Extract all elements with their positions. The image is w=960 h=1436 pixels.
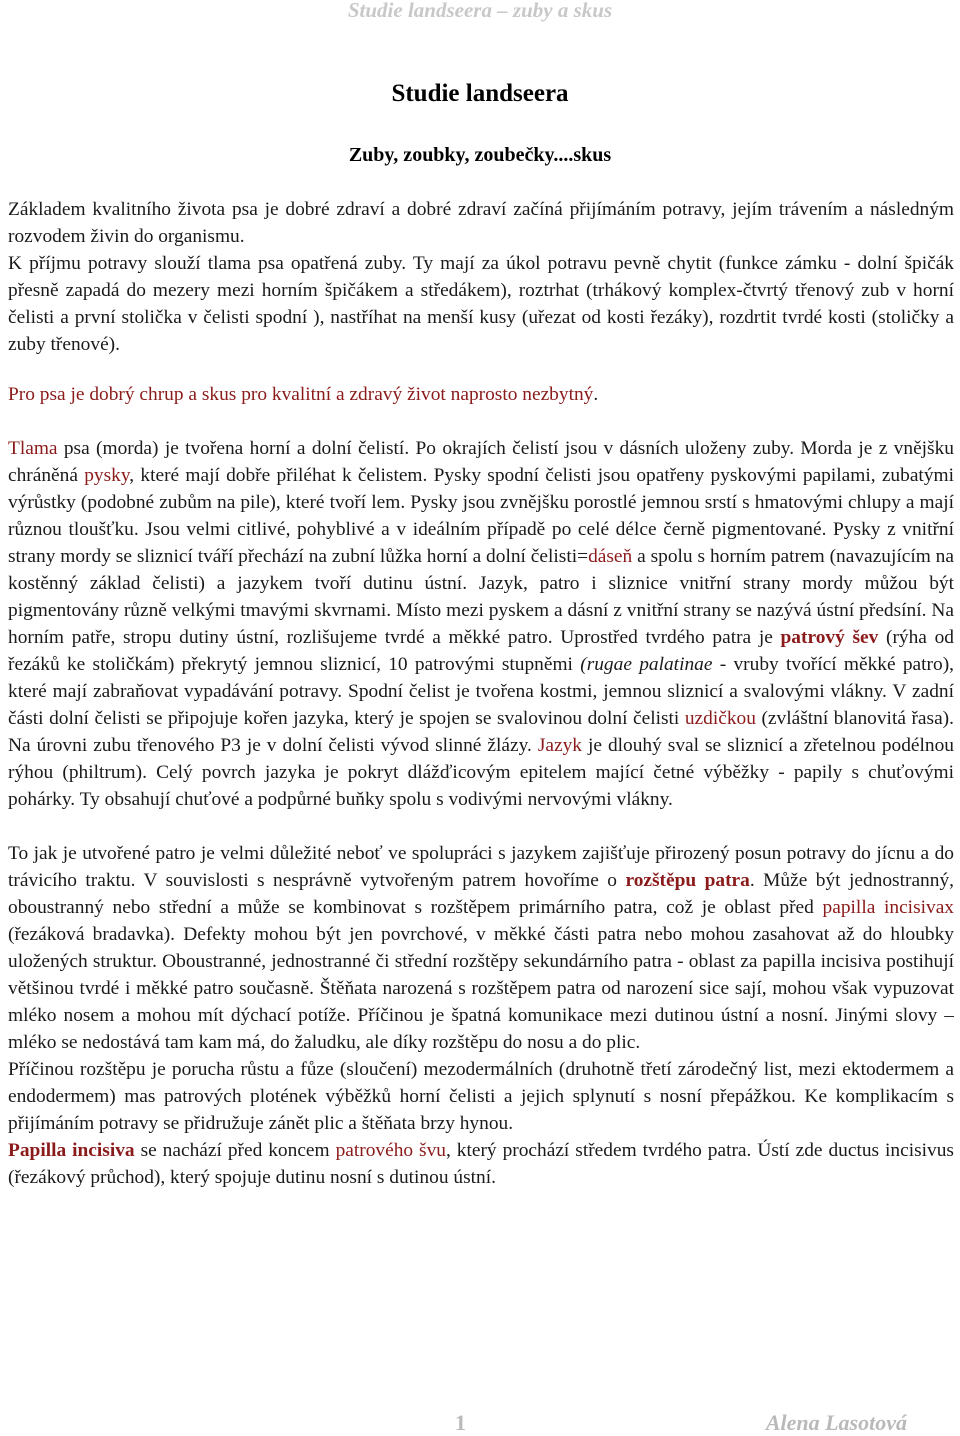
paragraph-text: (rýha od řezáků ke stoličkám) překrytý jemnou sliznicí, 10 patrovými stupněmi (8, 627, 954, 675)
paragraph-teeth-functions (8, 250, 954, 358)
paragraph-emphasis (8, 381, 954, 408)
highlighted-statement: Pro psa je dobrý chrup a skus pro kvalitní a zdravý život naprosto nezbytný (8, 384, 594, 405)
page-number: 1 (455, 1410, 466, 1435)
term-dasen: dáseň (588, 546, 633, 567)
term-rozstep-patra: rozštěpu patra (625, 870, 750, 891)
term-jazyk: Jazyk (537, 735, 582, 756)
document-title: Studie landseera (391, 80, 569, 107)
term-uzdicka: uzdičkou (684, 708, 756, 729)
paragraph-intro (8, 196, 954, 250)
paragraph-text: . Může být jednostranný, oboustranný nebo střední a může se kombinovat s rozštěpem primárního patra, což je oblast před (8, 870, 954, 918)
term-patroveho-svu: patrového švu (335, 1140, 446, 1161)
document-subtitle: Zuby, zoubky, zoubečky....skus (348, 144, 612, 166)
term-pysky: pysky (84, 465, 130, 486)
paragraph-text: se nachází před koncem (134, 1140, 336, 1161)
document-body (8, 196, 954, 1191)
paragraph-mouth-anatomy (8, 435, 954, 813)
paragraph-text: a spolu s horním patrem (navazujícím na kostěnný základ čelisti) a jazykem tvoří dutinu ústní. Jazyk, patro i sliznice vnitřní strany mordy můžou být pigmentovány různě velkými tmavými skvrnami. Místo mezi pyskem a dásní z vnitřní strany se nazývá ústní předsíní. Na horním patře, stropu dutiny ústní, rozlišujeme tvrdé a měkké patro. Uprostřed tvrdého patra je (8, 546, 954, 648)
paragraph-text: Základem kvalitního života psa je dobré zdraví a dobré zdraví začíná přijímáním potravy, jejím trávením a následným rozvodem živin do organismu. (8, 199, 954, 247)
paragraph-text: To jak je utvořené patro je velmi důležité neboť ve spolupráci s jazykem zajišťuje přirozený posun potravy do jícnu a do trávicího traktu. V souvislosti s nesprávně vytvořeným patrem hovoříme o (8, 843, 954, 891)
paragraph-text: psa (morda) je tvořena horní a dolní čelistí. Po okrajích čelistí jsou v dásních uloženy zuby. Morda je z vnějšku chráněná (8, 438, 954, 486)
footer-author: Alena Lasotová (765, 1410, 907, 1435)
paragraph-text: je dlouhý sval se sliznicí a zřetelnou podélnou rýhou (philtrum). Celý povrch jazyka je pokryt dlážďicovým epitelem mající četné výběžky - papily s chuťovými pohárky. Ty obsahují chuťové a podpůrné buňky spolu s vodivými nervovými vlákny. (8, 735, 954, 810)
paragraph-text: K příjmu potravy slouží tlama psa opatřená zuby. Ty mají za úkol potravu pevně chytit (funkce zámku - dolní špičák přesně zapadá do mezery mezi horním špičákem a středákem), roztrhat (trhákový komplex-čtvrtý třenový zub v horní čelisti a první stolička v čelisti spodní ), nastříhat na menší kusy (uřezat od kosti řezáky), rozdrtit tvrdé kosti (stoličky a zuby třenové). (8, 253, 954, 355)
paragraph-text: (zvláštní blanovitá řasa). Na úrovni zubu třenového P3 je v dolní čelisti vývod slinné žlázy. (8, 708, 954, 756)
term-patrovy-sev: patrový šev (780, 627, 879, 648)
paragraph-text: , který prochází středem tvrdého patra. Ústí zde ductus incisivus (řezákový průchod), který spojuje dutinu nosní s dutinou ústní. (8, 1140, 954, 1188)
paragraph-papilla-incisiva (8, 1137, 954, 1191)
term-papilla-incisivax: papilla incisivax (822, 897, 954, 918)
punctuation: . (593, 384, 599, 405)
paragraph-text: , které mají dobře přiléhat k čelistem. Pysky spodní čelisti jsou opatřeny pyskovými papilami, zubatými výrůstky (podobné zubům na pile), které tvoří lem. Pysky jsou zvnějšku porostlé jemnou srstí s hmatovými chlupy a mají různou tloušťku. Jsou velmi citlivé, pohyblivé a v ideálním případě po celé délce černě pigmentované. Pysky z vnitřní strany mordy se sliznicí tváří přechází na zubní lůžka horní a dolní čelisti= (8, 465, 954, 567)
paragraph-text: (řezáková bradavka). Defekty mohou být jen povrchové, v měkké části patra nebo mohou zasahovat až do hloubky uložených struktur. Oboustranné, jednostranné či střední rozštěpy sekundárního patra - oblast za papilla incisiva postihují většinou tvrdé i měkké patro současně. Štěňata narozená s rozštěpem patra od narození sice sají, mohou však vypuzovat mléko nosem a mohou mít dýchací potíže. Příčinou je špatná komunikace mezi dutinou ústní a nosní. Jinými slovy – mléko se nedostává tam kam má, do žaludku, ale díky rozštěpu do nosu a do plic. (8, 924, 954, 1053)
running-header: Studie landseera – zuby a skus (347, 0, 613, 22)
term-rugae-palatinae: (rugae palatinae (580, 654, 713, 675)
term-papilla-incisiva: Papilla incisiva (8, 1140, 135, 1161)
paragraph-cleft-cause (8, 1056, 954, 1137)
paragraph-text: Příčinou rozštěpu je porucha růstu a fůze (sloučení) mezodermálních (druhotně třetí zárodečný list, mezi ektodermem a endodermem) mas patrových plotének výběžků horní čelisti a jejich splynutí s nosní přepážkou. Ke komplikacím s přijímáním potravy se přidružuje zánět plic a štěňata brzy hynou. (8, 1059, 954, 1134)
term-tlama: Tlama (8, 438, 58, 459)
paragraph-text: - vruby tvořící měkké patro), které mají zabraňovat vypadávání potravy. Spodní čelist je tvořena kostmi, jemnou sliznicí a svalovými vlákny. V zadní části dolní čelisti se připojuje kořen jazyka, který je spojen se svalovinou dolní čelisti (8, 654, 955, 729)
paragraph-cleft-palate (8, 840, 954, 1056)
